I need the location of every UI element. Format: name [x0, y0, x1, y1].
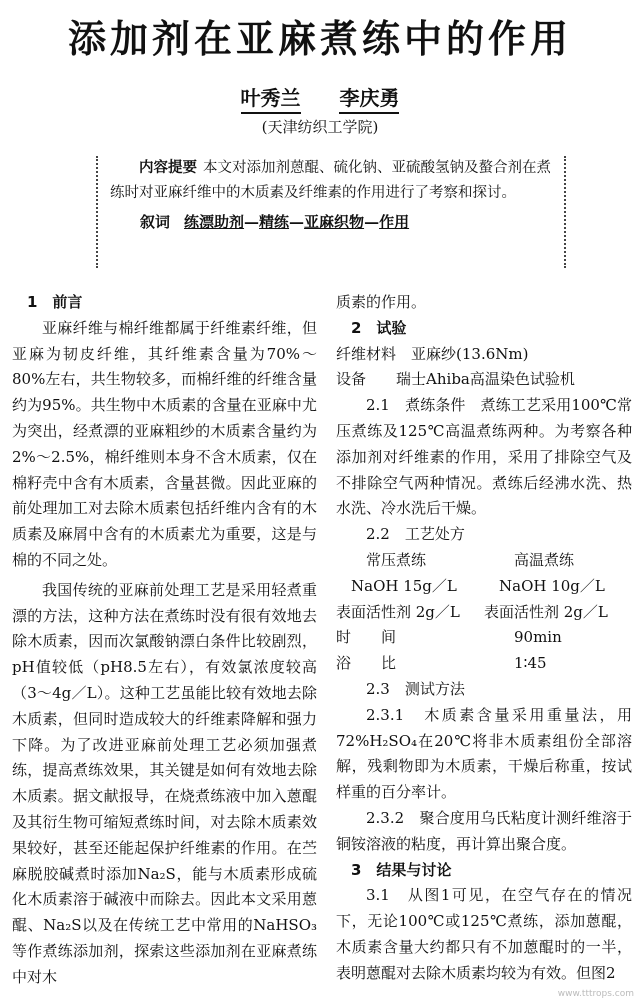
keyword: 精练 [259, 213, 290, 231]
table-cell: 浴 比 [336, 654, 397, 673]
table-cell: 表面活性剂 2g／L [484, 602, 608, 621]
table-cell: 时 间 [336, 628, 397, 647]
abstract-box [96, 156, 566, 268]
table-cell: 1∶45 [514, 654, 547, 673]
paragraph: 我国传统的亚麻前处理工艺是采用轻煮重漂的方法，这种方法在煮练时没有很有效地去除木质素，因而次氯酸钠漂白条件比较剧烈，pH值较低（pH8.5左右），有效氯浓度较高（3～4g／L）。这种工艺虽能比较有效地去除木质素，但同时造成较大的纤维素降解和强力下降。为了改进亚麻前处理工艺必须加强煮练，提高煮练效果，其关键是如何有效地去除木质素。据文献报导，在烧煮练液中加入蒽醌及其衍生物可缩短煮练时间，对去除木质素效果较好，甚至还能起保护纤维素的作用。在苎麻脱胶碱煮时添加Na₂S，能与木质素形成硫化木质素溶于碱液中而除去。因此本文采用蒽醌、Na₂S以及在传统工艺中常用的NaHSO₃等作煮练添加剂，探索这些添加剂在亚麻煮练中对木 [12, 580, 317, 986]
equipment-label: 设备 [336, 370, 367, 389]
equipment [336, 367, 632, 393]
keywords: 叙词 练漂助剂—精练—亚麻织物—作用 [140, 213, 410, 231]
fiber-label: 纤维材料 [336, 344, 397, 363]
right-column [336, 290, 632, 987]
subsection-heading: 2.2 工艺处方 [366, 525, 465, 544]
section-heading: 2 试验 [351, 318, 407, 337]
section-heading: 1 前言 [27, 293, 83, 311]
fiber-value: 亚麻纱(13.6Nm) [411, 344, 529, 363]
paragraph: 2.3.1 木质素含量采用重量法，用72%H₂SO₄在20℃将非木质素组份全部溶解，残剩物即为木质素，干燥后称重，按试样重的百分率计。 [336, 705, 632, 802]
table-header-cell: 高温煮练 [514, 550, 575, 569]
abstract-text: 本文对添加剂蒽醌、硫化钠、亚硫酸氢钠及螯合剂在煮练时对亚麻纤维中的木质素及纤维素的作用进行了考察和探讨。 [110, 160, 551, 201]
watermark: www.tttrops.com [557, 989, 634, 999]
paper-title: 添加剂在亚麻煮练中的作用 [67, 16, 572, 61]
keyword: 练漂助剂 [184, 213, 245, 231]
paragraph: 3.1 从图1可见，在空气存在的情况下，无论100℃或125℃煮练，添加蒽醌，木质素含量大约都只有不加蒽醌时的一半，表明蒽醌对去除木质素均较为有效。但图2 [336, 886, 632, 982]
section-heading: 3 结果与讨论 [351, 860, 452, 879]
keyword: 作用 [379, 213, 410, 231]
abstract [110, 156, 552, 206]
table-header-cell: 常压煮练 [366, 550, 427, 569]
affiliation: (天津纺织工学院) [261, 118, 379, 136]
recipe-table [336, 548, 632, 677]
table-cell: NaOH 15g／L [351, 576, 457, 595]
paragraph: 质素的作用。 [336, 293, 427, 311]
table-row [336, 600, 632, 626]
author-1: 叶秀兰 [241, 82, 301, 114]
fiber-material [336, 342, 632, 368]
left-column [12, 290, 317, 991]
paragraph: 亚麻纤维与棉纤维都属于纤维素纤维，但亚麻为韧皮纤维，其纤维素含量为70%～80%左右，共生物较多，而棉纤维的纤维含量约为95%。共生物中木质素的含量在亚麻中尤为突出，经煮漂的亚麻粗纱的木质素含量约为2%～2.5%，棉纤维则本身不含木质素，仅在棉籽壳中含有木质素，含量甚微。因此亚麻的前处理加工对去除木质素包括纤维内含有的木质素及麻屑中含有的木质素尤为重要，这是与棉的不同之处。 [12, 318, 317, 569]
author-2: 李庆勇 [339, 82, 399, 114]
subsection-heading: 2.3 测试方法 [366, 679, 465, 698]
paragraph: 2.3.2 聚合度用乌氏粘度计测纤维溶于铜铵溶液的粘度，再计算出聚合度。 [336, 808, 632, 853]
table-cell: 90min [514, 628, 562, 647]
table-row [336, 574, 632, 600]
abstract-label: 内容提要 [139, 160, 197, 176]
table-header-row [336, 548, 632, 574]
keyword: 亚麻织物 [304, 213, 365, 231]
author-line [0, 82, 640, 114]
table-row [336, 651, 632, 677]
table-row [336, 625, 632, 651]
table-cell: 表面活性剂 2g／L [336, 602, 460, 621]
paragraph: 2.1 煮练条件 煮练工艺采用100℃常压煮练及125℃高温煮练两种。为考察各种添加剂对纤维素的作用，采用了排除空气及不排除空气两种情况。煮练后经沸水洗、热水洗、冷水洗后干燥。 [336, 396, 632, 518]
equipment-value: 瑞士Ahiba高温染色试验机 [396, 370, 575, 389]
keywords-label: 叙词 [140, 213, 171, 231]
table-cell: NaOH 10g／L [499, 576, 605, 595]
